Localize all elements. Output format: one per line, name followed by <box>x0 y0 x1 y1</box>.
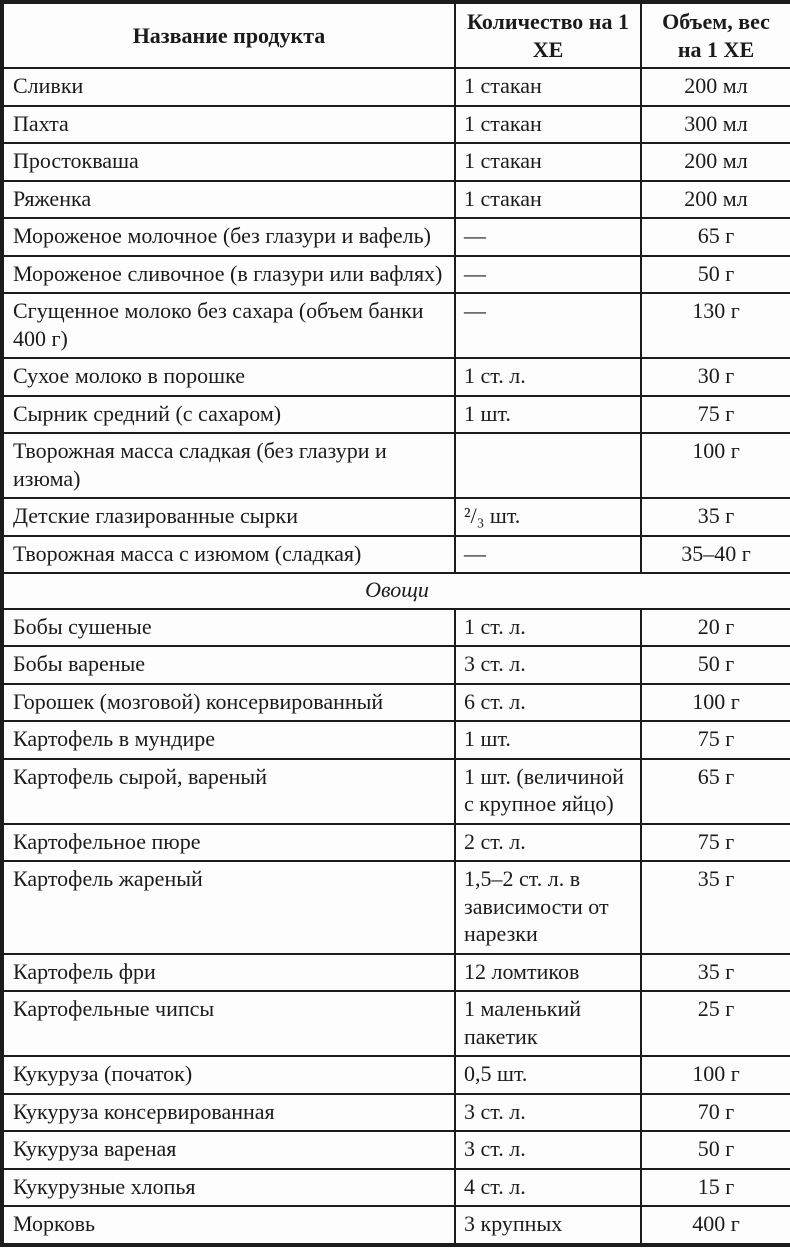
product-name-cell: Морковь <box>2 1206 455 1245</box>
volume-cell: 200 мл <box>641 68 790 106</box>
product-name-cell: Картофельное пюре <box>2 824 455 862</box>
volume-cell: 35 г <box>641 861 790 954</box>
product-name-cell: Кукуруза консервированная <box>2 1094 455 1132</box>
table-row <box>2 759 790 824</box>
product-name-cell: Сухое молоко в порошке <box>2 358 455 396</box>
product-name-cell: Кукурузные хлопья <box>2 1169 455 1207</box>
table-row <box>2 646 790 684</box>
column-header-volume: Объем, вес на 1 ХЕ <box>641 2 790 68</box>
volume-cell: 75 г <box>641 824 790 862</box>
product-name-cell: Сгущенное молоко без сахара (объем банки 400 г) <box>2 293 455 358</box>
quantity-cell: 4 ст. л. <box>455 1169 641 1207</box>
header-row <box>2 2 790 68</box>
volume-cell: 50 г <box>641 646 790 684</box>
table-row <box>2 954 790 992</box>
table-row <box>2 684 790 722</box>
product-name-cell: Горошек (мозговой) консервированный <box>2 684 455 722</box>
table-row <box>2 396 790 434</box>
volume-cell: 25 г <box>641 991 790 1056</box>
volume-cell: 130 г <box>641 293 790 358</box>
quantity-cell: 12 ломтиков <box>455 954 641 992</box>
quantity-cell: 3 ст. л. <box>455 1131 641 1169</box>
table-row <box>2 433 790 498</box>
product-name-cell: Бобы вареные <box>2 646 455 684</box>
volume-cell: 400 г <box>641 1206 790 1245</box>
product-name-cell: Простокваша <box>2 143 455 181</box>
product-name-cell: Картофель фри <box>2 954 455 992</box>
volume-cell: 200 мл <box>641 143 790 181</box>
table-row <box>2 824 790 862</box>
quantity-cell: 1 стакан <box>455 181 641 219</box>
volume-cell: 15 г <box>641 1169 790 1207</box>
quantity-cell: 1 ст. л. <box>455 609 641 647</box>
table-row <box>2 143 790 181</box>
product-name-cell: Сырник средний (с сахаром) <box>2 396 455 434</box>
volume-cell: 300 мл <box>641 106 790 144</box>
product-name-cell: Кукуруза вареная <box>2 1131 455 1169</box>
table-row <box>2 721 790 759</box>
product-name-cell: Картофель сырой, вареный <box>2 759 455 824</box>
table-row <box>2 1131 790 1169</box>
quantity-cell: — <box>455 293 641 358</box>
volume-cell: 65 г <box>641 218 790 256</box>
table-body <box>2 68 790 1245</box>
product-name-cell: Сливки <box>2 68 455 106</box>
volume-cell: 75 г <box>641 721 790 759</box>
table-row <box>2 536 790 574</box>
table-row <box>2 609 790 647</box>
product-name-cell: Творожная масса сладкая (без глазури и изюма) <box>2 433 455 498</box>
table-row <box>2 293 790 358</box>
table-row <box>2 181 790 219</box>
volume-cell: 35 г <box>641 954 790 992</box>
volume-cell: 100 г <box>641 433 790 498</box>
product-name-cell: Картофель жареный <box>2 861 455 954</box>
quantity-cell: 1 стакан <box>455 68 641 106</box>
volume-cell: 200 мл <box>641 181 790 219</box>
volume-cell: 35 г <box>641 498 790 536</box>
volume-cell: 50 г <box>641 256 790 294</box>
product-name-cell: Творожная масса с изюмом (сладкая) <box>2 536 455 574</box>
product-name-cell: Мороженое сливочное (в глазури или вафлях) <box>2 256 455 294</box>
quantity-cell: 1 ст. л. <box>455 358 641 396</box>
product-name-cell: Детские глазированные сырки <box>2 498 455 536</box>
volume-cell: 35–40 г <box>641 536 790 574</box>
quantity-cell: 3 крупных <box>455 1206 641 1245</box>
volume-cell: 100 г <box>641 1056 790 1094</box>
volume-cell: 50 г <box>641 1131 790 1169</box>
product-name-cell: Картофель в мундире <box>2 721 455 759</box>
quantity-cell: 1 стакан <box>455 143 641 181</box>
quantity-cell: 0,5 шт. <box>455 1056 641 1094</box>
section-row <box>2 573 790 609</box>
table-row <box>2 358 790 396</box>
quantity-cell <box>455 433 641 498</box>
quantity-cell: 6 ст. л. <box>455 684 641 722</box>
table-row <box>2 1206 790 1245</box>
product-name-cell: Ряженка <box>2 181 455 219</box>
volume-cell: 100 г <box>641 684 790 722</box>
table-row <box>2 861 790 954</box>
volume-cell: 20 г <box>641 609 790 647</box>
column-header-product-name: Название продукта <box>2 2 455 68</box>
quantity-cell: 1 шт. (величиной с крупное яйцо) <box>455 759 641 824</box>
table-row <box>2 1056 790 1094</box>
volume-cell: 65 г <box>641 759 790 824</box>
column-header-quantity: Количество на 1 ХЕ <box>455 2 641 68</box>
table-row <box>2 991 790 1056</box>
section-label: Овощи <box>2 573 790 609</box>
quantity-cell: 2 ст. л. <box>455 824 641 862</box>
volume-cell: 70 г <box>641 1094 790 1132</box>
table-row <box>2 68 790 106</box>
product-name-cell: Мороженое молочное (без глазури и вафель) <box>2 218 455 256</box>
quantity-cell: ²/₃ шт. <box>455 498 641 536</box>
table-row <box>2 1169 790 1207</box>
product-name-cell: Пахта <box>2 106 455 144</box>
table-row <box>2 256 790 294</box>
product-name-cell: Кукуруза (початок) <box>2 1056 455 1094</box>
product-name-cell: Картофельные чипсы <box>2 991 455 1056</box>
product-name-cell: Бобы сушеные <box>2 609 455 647</box>
quantity-cell: — <box>455 256 641 294</box>
table-row <box>2 1094 790 1132</box>
volume-cell: 75 г <box>641 396 790 434</box>
quantity-cell: 3 ст. л. <box>455 646 641 684</box>
quantity-cell: 3 ст. л. <box>455 1094 641 1132</box>
quantity-cell: 1 шт. <box>455 396 641 434</box>
table-row <box>2 498 790 536</box>
volume-cell: 30 г <box>641 358 790 396</box>
table-row <box>2 106 790 144</box>
table-row <box>2 218 790 256</box>
quantity-cell: — <box>455 218 641 256</box>
quantity-cell: 1,5–2 ст. л. в зависимости от нарезки <box>455 861 641 954</box>
quantity-cell: 1 шт. <box>455 721 641 759</box>
quantity-cell: 1 маленький пакетик <box>455 991 641 1056</box>
quantity-cell: 1 стакан <box>455 106 641 144</box>
quantity-cell: — <box>455 536 641 574</box>
